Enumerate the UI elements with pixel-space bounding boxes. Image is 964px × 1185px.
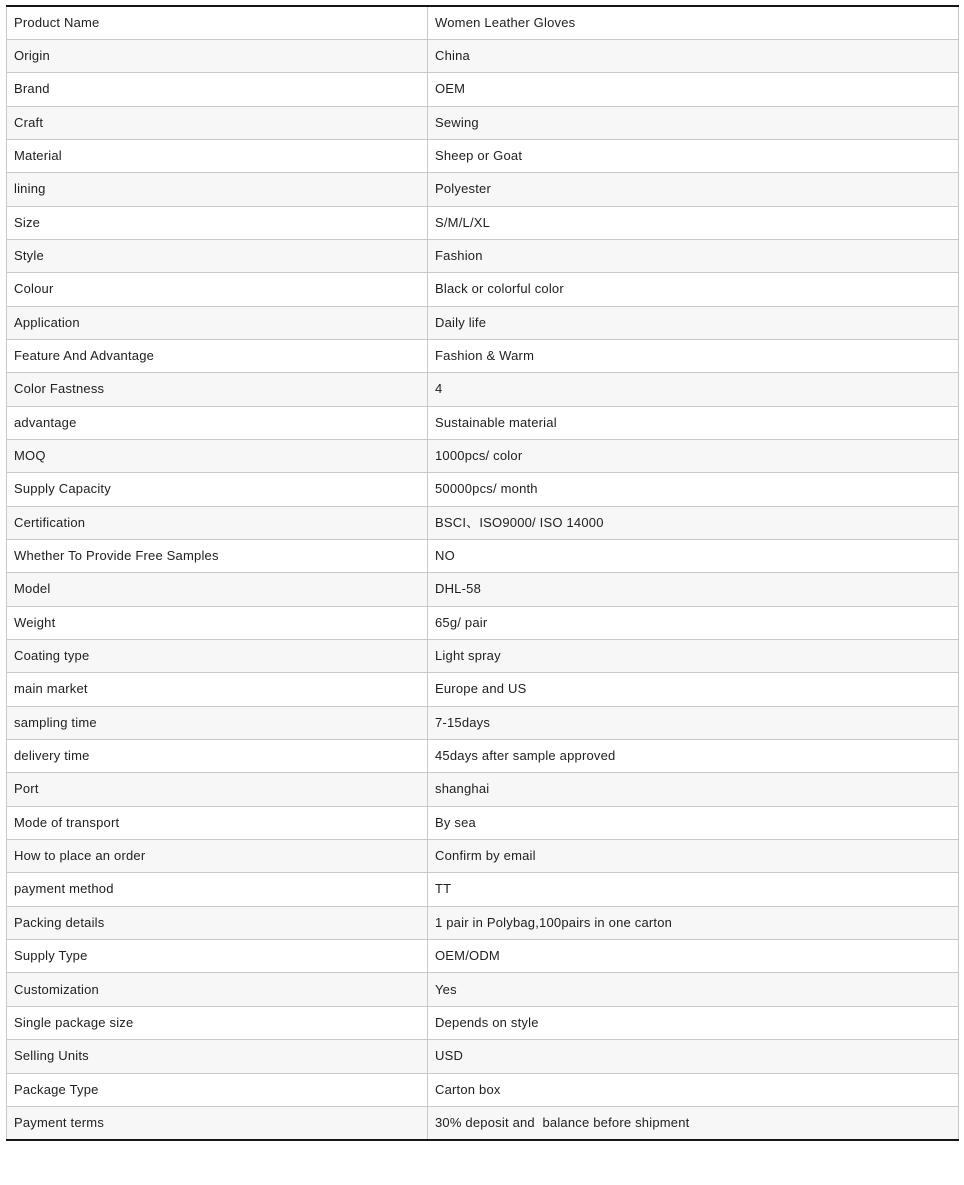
table-row [7, 840, 959, 873]
spec-value: S/M/L/XL [428, 206, 959, 239]
table-row [7, 6, 959, 39]
spec-label: Size [7, 206, 428, 239]
spec-value: 1000pcs/ color [428, 439, 959, 472]
table-row [7, 73, 959, 106]
product-specification-section [6, 5, 958, 1141]
spec-label: main market [7, 673, 428, 706]
table-row [7, 439, 959, 472]
spec-label: delivery time [7, 740, 428, 773]
table-row [7, 973, 959, 1006]
spec-label: Material [7, 139, 428, 172]
spec-value: Sewing [428, 106, 959, 139]
spec-label: Certification [7, 506, 428, 539]
spec-value: NO [428, 540, 959, 573]
spec-value: 45days after sample approved [428, 740, 959, 773]
table-row [7, 940, 959, 973]
table-row [7, 473, 959, 506]
spec-label: lining [7, 173, 428, 206]
spec-value: Women Leather Gloves [428, 6, 959, 39]
spec-label: Model [7, 573, 428, 606]
spec-label: Color Fastness [7, 373, 428, 406]
table-row [7, 906, 959, 939]
table-row [7, 1006, 959, 1039]
spec-value: 1 pair in Polybag,100pairs in one carton [428, 906, 959, 939]
spec-value: China [428, 39, 959, 72]
table-row [7, 506, 959, 539]
table-row [7, 1040, 959, 1073]
spec-label: Packing details [7, 906, 428, 939]
spec-value: By sea [428, 806, 959, 839]
spec-value: USD [428, 1040, 959, 1073]
spec-label: advantage [7, 406, 428, 439]
spec-value: OEM/ODM [428, 940, 959, 973]
spec-label: Feature And Advantage [7, 339, 428, 372]
spec-label: How to place an order [7, 840, 428, 873]
table-row [7, 540, 959, 573]
spec-value: Black or colorful color [428, 273, 959, 306]
table-row [7, 173, 959, 206]
table-row [7, 706, 959, 739]
spec-value: Carton box [428, 1073, 959, 1106]
table-row [7, 39, 959, 72]
spec-value: Light spray [428, 640, 959, 673]
table-row [7, 139, 959, 172]
spec-value: TT [428, 873, 959, 906]
spec-label: Colour [7, 273, 428, 306]
spec-label: Port [7, 773, 428, 806]
spec-value: Sustainable material [428, 406, 959, 439]
spec-label: Coating type [7, 640, 428, 673]
table-row [7, 406, 959, 439]
spec-value: 65g/ pair [428, 606, 959, 639]
table-row [7, 773, 959, 806]
spec-value: Daily life [428, 306, 959, 339]
spec-value: Depends on style [428, 1006, 959, 1039]
table-row [7, 373, 959, 406]
spec-label: Product Name [7, 6, 428, 39]
table-row [7, 306, 959, 339]
spec-value: 50000pcs/ month [428, 473, 959, 506]
spec-value: 4 [428, 373, 959, 406]
table-row [7, 1106, 959, 1139]
spec-label: Supply Type [7, 940, 428, 973]
spec-value: Yes [428, 973, 959, 1006]
table-row [7, 1073, 959, 1106]
spec-value: 30% deposit and balance before shipment [428, 1106, 959, 1139]
table-row [7, 606, 959, 639]
spec-label: Craft [7, 106, 428, 139]
spec-label: Style [7, 239, 428, 272]
table-row [7, 273, 959, 306]
spec-value: Europe and US [428, 673, 959, 706]
table-row [7, 673, 959, 706]
spec-label: Customization [7, 973, 428, 1006]
spec-label: Mode of transport [7, 806, 428, 839]
spec-value: Confirm by email [428, 840, 959, 873]
spec-label: Weight [7, 606, 428, 639]
spec-label: Origin [7, 39, 428, 72]
spec-label: Selling Units [7, 1040, 428, 1073]
spec-value: DHL-58 [428, 573, 959, 606]
spec-value: Fashion & Warm [428, 339, 959, 372]
table-row [7, 339, 959, 372]
spec-label: Payment terms [7, 1106, 428, 1139]
spec-label: sampling time [7, 706, 428, 739]
spec-value: Polyester [428, 173, 959, 206]
spec-label: Supply Capacity [7, 473, 428, 506]
spec-value: OEM [428, 73, 959, 106]
table-row [7, 206, 959, 239]
spec-label: Package Type [7, 1073, 428, 1106]
spec-value: 7-15days [428, 706, 959, 739]
table-row [7, 806, 959, 839]
spec-value: BSCI、ISO9000/ ISO 14000 [428, 506, 959, 539]
spec-value: Sheep or Goat [428, 139, 959, 172]
spec-label: Single package size [7, 1006, 428, 1039]
product-spec-table [6, 5, 959, 1141]
table-row [7, 873, 959, 906]
table-row [7, 573, 959, 606]
spec-label: payment method [7, 873, 428, 906]
spec-value: Fashion [428, 239, 959, 272]
table-row [7, 740, 959, 773]
spec-value: shanghai [428, 773, 959, 806]
spec-label: Whether To Provide Free Samples [7, 540, 428, 573]
spec-label: Brand [7, 73, 428, 106]
spec-table-body [7, 6, 959, 1140]
table-row [7, 239, 959, 272]
table-row [7, 106, 959, 139]
table-row [7, 640, 959, 673]
spec-label: MOQ [7, 439, 428, 472]
spec-label: Application [7, 306, 428, 339]
